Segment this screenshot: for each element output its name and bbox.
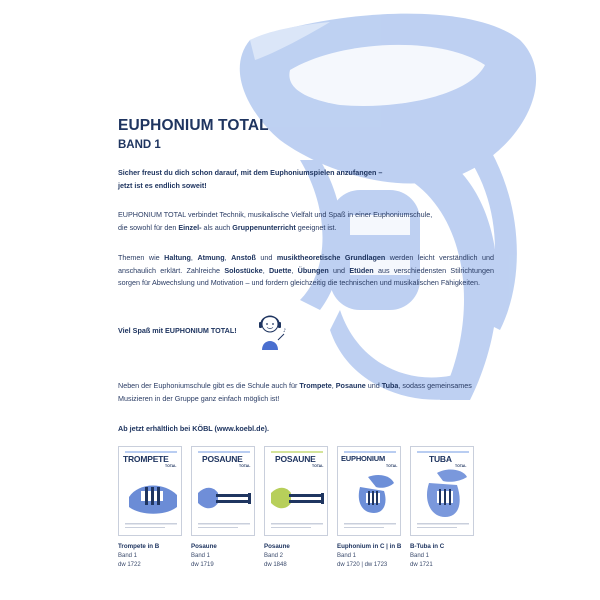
trumpet-icon [119, 447, 182, 536]
book-cover [337, 446, 401, 536]
para2-sep-3: und [255, 253, 277, 262]
para2-sep-5: , [291, 265, 298, 275]
para1-text-d: als auch [201, 222, 233, 232]
para2-text-2: werden leicht verständlich und anschaulich erklärt. Zahlreiche [118, 253, 494, 275]
para2-atmung: Atmung [197, 253, 225, 262]
para2-text-1: Themen wie [118, 253, 165, 262]
para1-einzel: Einzel- [178, 222, 202, 232]
book-cover-total: TOTAL [312, 464, 324, 468]
para2-sep-4: , [262, 265, 269, 275]
para3-posaune: Posaune [335, 381, 366, 390]
book-cover [410, 446, 474, 536]
intro-text [118, 166, 498, 192]
book-code: dw 1719 [191, 562, 214, 568]
para2-grundlagen: musiktheoretische Grundlagen [276, 253, 386, 262]
para3-sep-2: und [365, 381, 382, 390]
para3-trompete: Trompete [299, 381, 332, 390]
para2-etueden: Etüden [349, 265, 374, 275]
book-band: Band 2 [264, 553, 284, 559]
availability-line[interactable]: Ab jetzt erhältlich bei KÖBL (www.koebl.de). [118, 424, 269, 433]
book-code: dw 1720 | dw 1723 [337, 562, 388, 568]
page-title: EUPHONIUM TOTAL [118, 117, 269, 134]
intro-line-1: Sicher freust du dich schon darauf, mit dem Euphoniumspielen anzufangen – [118, 168, 383, 177]
book-cover-title: POSAUNE [275, 454, 316, 464]
tuba-icon [411, 447, 474, 536]
book-series [118, 446, 518, 596]
para2-haltung: Haltung [164, 253, 191, 262]
para2-uebungen: Übungen [297, 265, 329, 275]
fun-line: Viel Spaß mit EUPHONIUM TOTAL! [118, 326, 237, 335]
book-name: Posaune [191, 543, 217, 550]
book-name: Posaune [264, 543, 290, 550]
para1-text-b: die sowohl für den [118, 222, 179, 232]
para2-sep-2: , [224, 253, 232, 262]
para3-sep-1: , [331, 381, 336, 390]
para3-text-3: Musizieren in der Gruppe ganz einfach möglich ist! [118, 393, 280, 403]
book-name: B-Tuba in C [410, 543, 445, 550]
book-band: Band 1 [118, 553, 138, 559]
other-instruments-paragraph [118, 380, 494, 405]
book-cover [264, 446, 328, 536]
para2-sep-1: , [190, 253, 198, 262]
book-band: Band 1 [191, 553, 211, 559]
book-cover [118, 446, 182, 536]
book-cover-total: TOTAL [455, 464, 467, 468]
book-code: dw 1848 [264, 562, 287, 568]
child-with-headphones-icon [250, 310, 290, 354]
trombone-icon [265, 447, 328, 536]
para1-text-f: geeignet ist. [295, 222, 337, 232]
para2-solo: Solostücke [224, 265, 263, 275]
book-cover-title: POSAUNE [202, 454, 243, 464]
book-cover [191, 446, 255, 536]
intro-line-2: jetzt ist es endlich soweit! [118, 181, 207, 190]
para1-gruppe: Gruppenunterricht [232, 222, 296, 232]
para2-anstoss: Anstoß [231, 253, 256, 262]
book-cover-title: TROMPETE [123, 454, 169, 464]
svg-text:♪: ♪ [283, 328, 287, 334]
para3-text-2: , sodass gemeinsames [398, 381, 472, 390]
book-code: dw 1721 [410, 562, 433, 568]
book-name: Trompete in B [118, 543, 160, 550]
book-band: Band 1 [410, 553, 430, 559]
description-paragraph [118, 209, 494, 234]
book-cover-total: TOTAL [165, 464, 177, 468]
para1-text-a: EUPHONIUM TOTAL verbindet Technik, musikalische Vielfalt und Spaß in einer Euphoniumschule, [118, 210, 433, 219]
book-cover-total: TOTAL [239, 464, 251, 468]
para3-text-1: Neben der Euphoniumschule gibt es die Schule auch für [118, 381, 300, 390]
book-code: dw 1722 [118, 562, 141, 568]
euphonium-icon [338, 447, 401, 536]
para2-text-3: aus verschiedensten Stilrichtungen sorgen für Abwechslung und Motivation – und fordern gleichzeitig die technischen und musikalischen Fähigkeiten. [118, 265, 494, 288]
book-cover-title: EUPHONIUM [341, 454, 386, 463]
topics-paragraph [118, 252, 494, 290]
book-name: Euphonium in C | in B [337, 543, 402, 550]
para2-sep-6: und [328, 265, 350, 275]
book-cover-title: TUBA [429, 454, 452, 464]
band-subtitle: BAND 1 [118, 139, 161, 151]
book-cover-total: TOTAL [386, 464, 398, 468]
book-band: Band 1 [337, 553, 357, 559]
para3-tuba: Tuba [381, 381, 399, 390]
trombone-icon [192, 447, 255, 536]
para2-duette: Duette [268, 265, 292, 275]
